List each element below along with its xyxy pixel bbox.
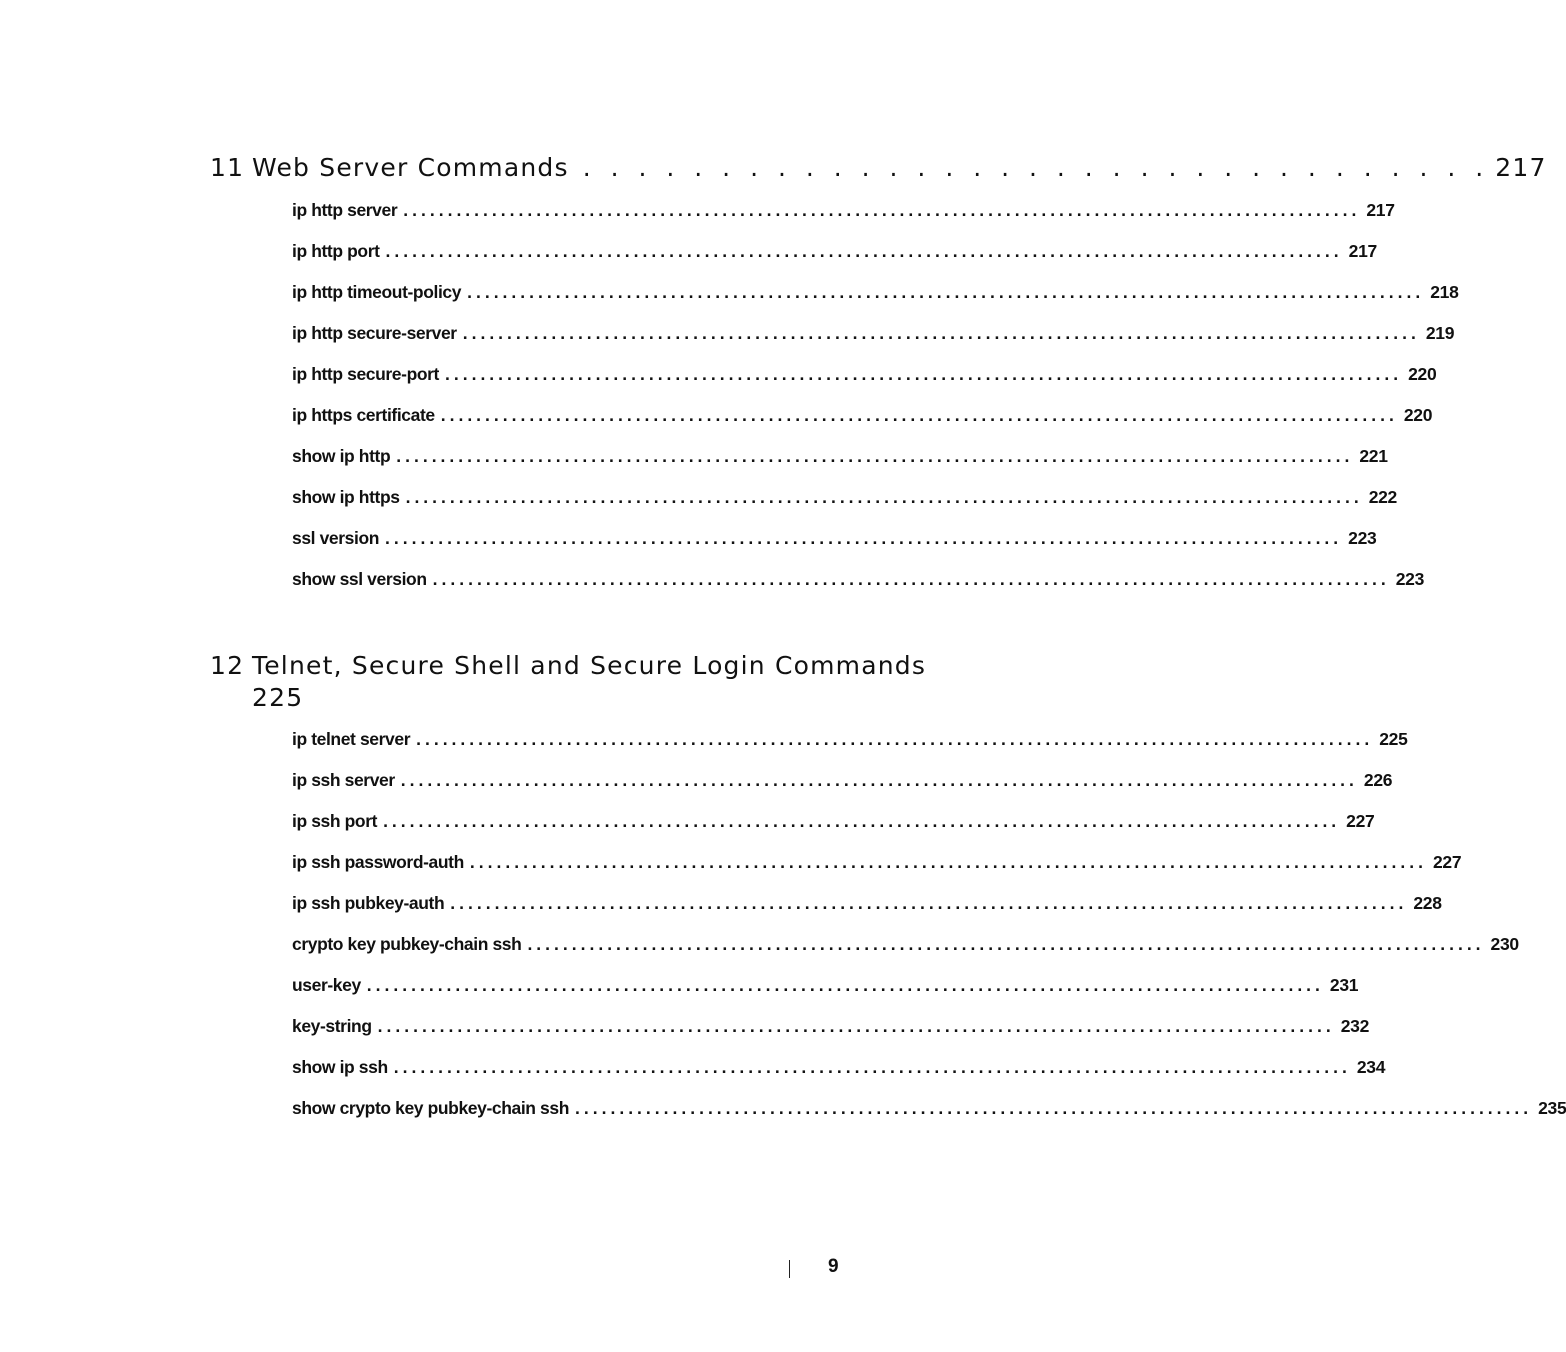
entry-title: ip ssh port bbox=[292, 811, 378, 831]
entry-page: 230 bbox=[1490, 934, 1519, 954]
toc-entry[interactable] bbox=[292, 405, 1433, 446]
dot-leader: ............................................................................................................ bbox=[432, 569, 1390, 589]
entry-page: 231 bbox=[1329, 975, 1359, 995]
chapter-page: 225 bbox=[252, 683, 304, 712]
dot-leader: ............................................................................................................ bbox=[377, 1016, 1335, 1036]
dot-leader: ............................................................................................................ bbox=[467, 282, 1425, 302]
entry-page: 235 bbox=[1538, 1098, 1566, 1118]
entry-title: ip telnet server bbox=[292, 729, 411, 749]
dot-leader: ............................................................................................................ bbox=[450, 893, 1408, 913]
toc-entry[interactable] bbox=[292, 934, 1519, 975]
toc-entry[interactable] bbox=[292, 241, 1377, 282]
toc-entry[interactable] bbox=[292, 528, 1377, 569]
chapter-number: 12 bbox=[210, 651, 245, 680]
chapter-page: 217 bbox=[1495, 153, 1547, 182]
dot-leader: ............................................................................................................ bbox=[403, 200, 1361, 220]
dot-leader: ............................................................................................................ bbox=[416, 729, 1374, 749]
entry-page: 217 bbox=[1348, 241, 1377, 261]
entry-title: ip ssh server bbox=[292, 770, 395, 790]
toc-entry[interactable] bbox=[292, 200, 1395, 241]
chapter-title: Web Server Commands bbox=[252, 153, 569, 182]
toc-entry[interactable] bbox=[292, 893, 1442, 934]
entry-page: 227 bbox=[1433, 852, 1462, 872]
entry-page: 226 bbox=[1363, 770, 1393, 790]
chapter-12-entries bbox=[292, 729, 1566, 1139]
dot-leader: ............................................................................................................ bbox=[385, 241, 1343, 261]
page-number: 9 bbox=[828, 1256, 839, 1277]
entry-title: ip https certificate bbox=[292, 405, 435, 425]
entry-page: 220 bbox=[1403, 405, 1433, 425]
dot-leader: ............................................................................................................ bbox=[400, 770, 1358, 790]
chapter-title: Telnet, Secure Shell and Secure Login Commands bbox=[252, 651, 927, 680]
entry-title: ssl version bbox=[292, 528, 380, 548]
toc-entry[interactable] bbox=[292, 1057, 1386, 1098]
entry-title: ip http timeout-policy bbox=[292, 282, 462, 302]
entry-page: 219 bbox=[1425, 323, 1455, 343]
footer-divider bbox=[789, 1260, 790, 1278]
entry-page: 225 bbox=[1379, 729, 1408, 749]
entry-title: crypto key pubkey-chain ssh bbox=[292, 934, 522, 954]
dot-leader: ............................................................................................................ bbox=[440, 405, 1398, 425]
toc-entry[interactable] bbox=[292, 811, 1375, 852]
dot-leader: ............................................................................................................ bbox=[393, 1057, 1351, 1077]
dot-leader: ............................................................................................................ bbox=[469, 852, 1427, 872]
dot-leader: ............................................................................................................ bbox=[385, 528, 1343, 548]
toc-entry[interactable] bbox=[292, 770, 1393, 811]
entry-title: ip ssh pubkey-auth bbox=[292, 893, 445, 913]
dot-leader: ............................................................................................................ bbox=[366, 975, 1324, 995]
dot-leader: . . . . . . . . . . . . . . . . . . . . . . . . . . . . . . . . . bbox=[582, 153, 1490, 182]
entry-title: show ip http bbox=[292, 446, 391, 466]
entry-title: key-string bbox=[292, 1016, 372, 1036]
dot-leader: ............................................................................................................ bbox=[396, 446, 1354, 466]
entry-title: show ssl version bbox=[292, 569, 427, 589]
dot-leader: ............................................................................................................ bbox=[405, 487, 1363, 507]
entry-page: 223 bbox=[1395, 569, 1425, 589]
entry-page: 223 bbox=[1348, 528, 1377, 548]
dot-leader: ............................................................................................................ bbox=[575, 1098, 1533, 1118]
toc-entry[interactable] bbox=[292, 364, 1437, 405]
toc-entry[interactable] bbox=[292, 975, 1359, 1016]
toc-entry[interactable] bbox=[292, 1016, 1370, 1057]
entry-page: 218 bbox=[1430, 282, 1459, 302]
entry-page: 221 bbox=[1359, 446, 1388, 466]
toc-entry[interactable] bbox=[292, 446, 1388, 487]
dot-leader: ............................................................................................................ bbox=[383, 811, 1341, 831]
chapter-12-heading[interactable] bbox=[210, 650, 927, 714]
entry-title: show ip ssh bbox=[292, 1057, 388, 1077]
toc-entry[interactable] bbox=[292, 323, 1455, 364]
entry-page: 227 bbox=[1346, 811, 1375, 831]
toc-entry[interactable] bbox=[292, 852, 1462, 893]
entry-page: 220 bbox=[1408, 364, 1437, 384]
dot-leader: ............................................................................................................ bbox=[462, 323, 1420, 343]
dot-leader: ............................................................................................................ bbox=[527, 934, 1485, 954]
chapter-number: 11 bbox=[210, 153, 245, 182]
entry-page: 222 bbox=[1368, 487, 1397, 507]
entry-title: ip ssh password-auth bbox=[292, 852, 464, 872]
entry-title: ip http secure-port bbox=[292, 364, 439, 384]
toc-entry[interactable] bbox=[292, 569, 1425, 610]
entry-title: user-key bbox=[292, 975, 361, 995]
chapter-11-entries bbox=[292, 200, 1459, 610]
entry-title: ip http port bbox=[292, 241, 380, 261]
entry-title: show ip https bbox=[292, 487, 400, 507]
entry-title: ip http secure-server bbox=[292, 323, 457, 343]
dot-leader: ............................................................................................................ bbox=[445, 364, 1403, 384]
entry-title: show crypto key pubkey-chain ssh bbox=[292, 1098, 570, 1118]
toc-entry[interactable] bbox=[292, 487, 1397, 528]
entry-page: 217 bbox=[1366, 200, 1395, 220]
entry-page: 228 bbox=[1413, 893, 1442, 913]
toc-entry[interactable] bbox=[292, 729, 1408, 770]
entry-page: 232 bbox=[1340, 1016, 1370, 1036]
chapter-11-heading[interactable] bbox=[210, 152, 1547, 184]
entry-page: 234 bbox=[1356, 1057, 1386, 1077]
toc-entry[interactable] bbox=[292, 282, 1459, 323]
toc-entry[interactable] bbox=[292, 1098, 1566, 1139]
entry-title: ip http server bbox=[292, 200, 398, 220]
